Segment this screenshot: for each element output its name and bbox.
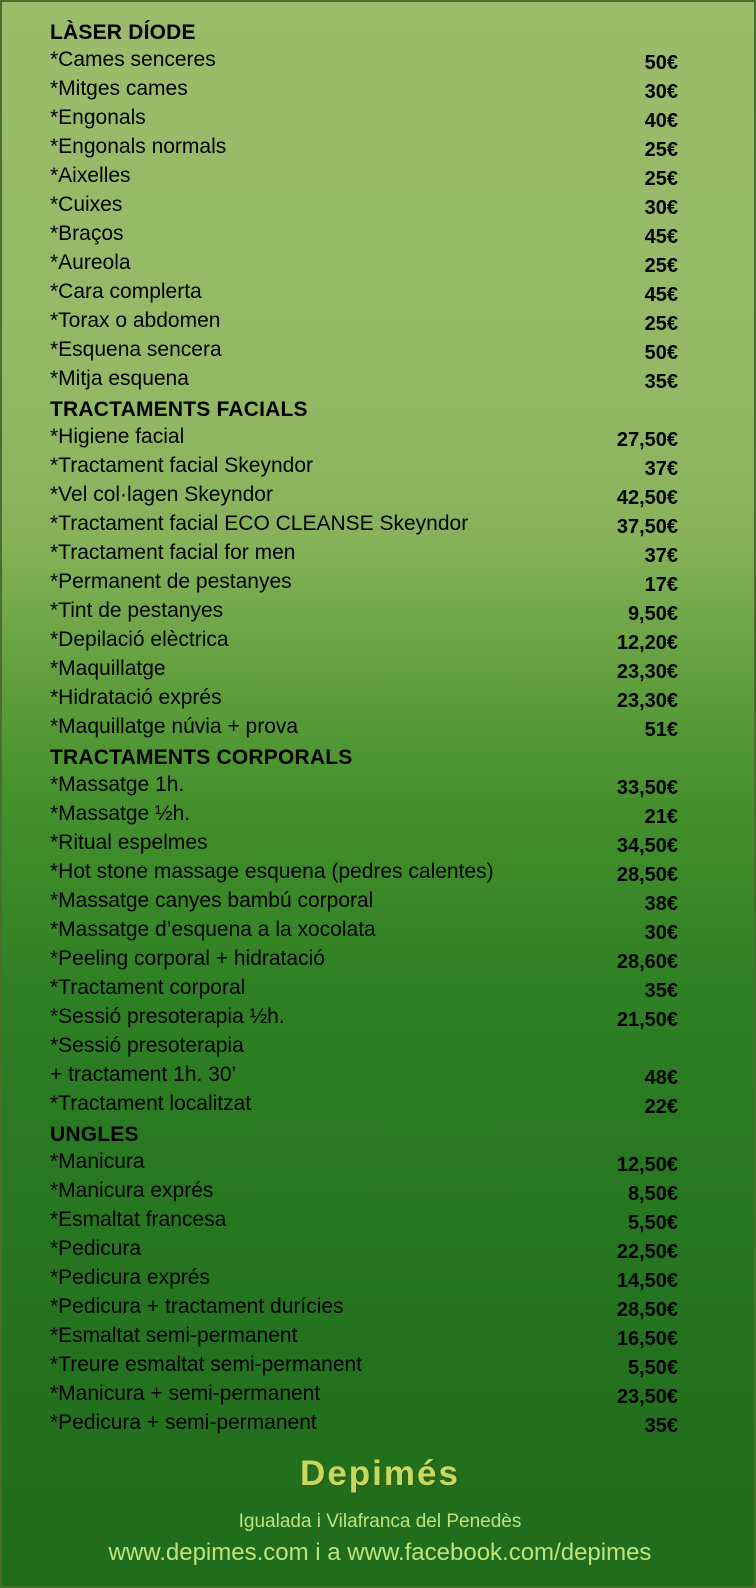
treatment-name: *Tint de pestanyes xyxy=(50,598,224,622)
price-row xyxy=(50,1236,678,1265)
section-heading: TRACTAMENTS CORPORALS xyxy=(50,746,353,769)
treatment-price: 28,60€ xyxy=(616,951,678,973)
treatment-price: 30€ xyxy=(644,922,678,944)
treatment-price: 30€ xyxy=(644,81,678,103)
treatment-price: 22,50€ xyxy=(616,1241,678,1263)
treatment-price: 30€ xyxy=(644,197,678,219)
treatment-name: *Tractament facial for men xyxy=(50,540,296,564)
treatment-name: *Pedicura + tractament durícies xyxy=(50,1294,344,1318)
treatment-name: *Maquillatge núvia + prova xyxy=(50,714,299,738)
treatment-price: 45€ xyxy=(644,284,678,306)
price-row xyxy=(50,163,678,192)
treatment-price: 33,50€ xyxy=(616,777,678,799)
price-row xyxy=(50,830,678,859)
treatment-price: 40€ xyxy=(644,110,678,132)
treatment-price: 22€ xyxy=(644,1096,678,1118)
treatment-name: *Aureola xyxy=(50,250,131,274)
treatment-price: 23,50€ xyxy=(616,1386,678,1408)
treatment-name: *Pedicura xyxy=(50,1236,142,1260)
treatment-price: 37,50€ xyxy=(616,516,678,538)
treatment-name: *Pedicura + semi-permanent xyxy=(50,1410,317,1434)
treatment-price: 35€ xyxy=(644,980,678,1002)
treatment-price: 28,50€ xyxy=(616,1299,678,1321)
treatment-name: *Manicura + semi-permanent xyxy=(50,1381,321,1405)
treatment-name: *Massatge canyes bambú corporal xyxy=(50,888,374,912)
price-row xyxy=(50,424,678,453)
treatment-name: *Hot stone massage esquena (pedres calentes) xyxy=(50,859,494,883)
footer xyxy=(2,1452,756,1568)
price-row xyxy=(50,192,678,221)
treatment-name: *Vel col·lagen Skeyndor xyxy=(50,482,273,506)
treatment-name: *Sessió presoterapia xyxy=(50,1033,244,1057)
price-row xyxy=(50,250,678,279)
price-row xyxy=(50,1091,678,1120)
treatment-price: 5,50€ xyxy=(627,1212,678,1234)
treatment-price: 8,50€ xyxy=(627,1183,678,1205)
price-row xyxy=(50,714,678,743)
treatment-price: 35€ xyxy=(644,371,678,393)
treatment-price: 12,20€ xyxy=(616,632,678,654)
price-row xyxy=(50,1381,678,1410)
price-row xyxy=(50,366,678,395)
treatment-price: 21,50€ xyxy=(616,1009,678,1031)
treatment-price: 23,30€ xyxy=(616,690,678,712)
treatment-name: + tractament 1h. 30’ xyxy=(50,1062,237,1086)
price-row xyxy=(50,482,678,511)
treatment-name: *Higiene facial xyxy=(50,424,185,448)
price-row xyxy=(50,598,678,627)
treatment-name: *Tractament facial Skeyndor xyxy=(50,453,314,477)
brand-logo: Depimés xyxy=(300,1454,460,1493)
treatment-name: *Torax o abdomen xyxy=(50,308,221,332)
price-row xyxy=(50,1265,678,1294)
price-row xyxy=(50,569,678,598)
treatment-price: 50€ xyxy=(644,52,678,74)
price-list xyxy=(50,18,678,1439)
price-row xyxy=(50,685,678,714)
treatment-price: 25€ xyxy=(644,168,678,190)
treatment-name: *Permanent de pestanyes xyxy=(50,569,292,593)
price-row xyxy=(50,1004,678,1033)
price-row xyxy=(50,975,678,1004)
treatment-price: 23,30€ xyxy=(616,661,678,683)
treatment-price: 12,50€ xyxy=(616,1154,678,1176)
website-text[interactable]: www.depimes.com i a www.facebook.com/depimes xyxy=(108,1539,652,1566)
treatment-name: *Cara complerta xyxy=(50,279,202,303)
treatment-name: *Tractament localitzat xyxy=(50,1091,252,1115)
treatment-name: *Manicura xyxy=(50,1149,145,1173)
treatment-price: 28,50€ xyxy=(616,864,678,886)
treatment-price: 48€ xyxy=(644,1067,678,1089)
treatment-price: 25€ xyxy=(644,313,678,335)
treatment-name: *Tractament facial ECO CLEANSE Skeyndor xyxy=(50,511,469,535)
treatment-price: 5,50€ xyxy=(627,1357,678,1379)
treatment-price: 37€ xyxy=(644,545,678,567)
treatment-name: *Maquillatge xyxy=(50,656,166,680)
treatment-price: 38€ xyxy=(644,893,678,915)
treatment-name: *Depilació elèctrica xyxy=(50,627,229,651)
treatment-name: *Engonals xyxy=(50,105,146,129)
treatment-price: 17€ xyxy=(644,574,678,596)
treatment-name: *Pedicura exprés xyxy=(50,1265,210,1289)
treatment-price: 14,50€ xyxy=(616,1270,678,1292)
treatment-price: 35€ xyxy=(644,1415,678,1437)
price-row xyxy=(50,221,678,250)
price-row xyxy=(50,453,678,482)
price-row xyxy=(50,1033,678,1062)
treatment-name: *Aixelles xyxy=(50,163,131,187)
treatment-price: 45€ xyxy=(644,226,678,248)
treatment-name: *Massatge 1h. xyxy=(50,772,185,796)
treatment-name: *Engonals normals xyxy=(50,134,227,158)
locations-text: Igualada i Vilafranca del Penedès xyxy=(238,1511,522,1532)
section-heading: LÀSER DÍODE xyxy=(50,21,196,44)
price-row xyxy=(50,888,678,917)
treatment-name: *Massatge d’esquena a la xocolata xyxy=(50,917,376,941)
treatment-price: 51€ xyxy=(644,719,678,741)
treatment-name: *Massatge ½h. xyxy=(50,801,191,825)
treatment-price: 16,50€ xyxy=(616,1328,678,1350)
treatment-price: 42,50€ xyxy=(616,487,678,509)
treatment-name: *Tractament corporal xyxy=(50,975,246,999)
treatment-price: 34,50€ xyxy=(616,835,678,857)
price-row xyxy=(50,772,678,801)
price-row xyxy=(50,134,678,163)
price-row xyxy=(50,656,678,685)
treatment-price: 37€ xyxy=(644,458,678,480)
price-row xyxy=(50,1178,678,1207)
price-row xyxy=(50,337,678,366)
treatment-name: *Treure esmaltat semi-permanent xyxy=(50,1352,363,1376)
section-heading: TRACTAMENTS FACIALS xyxy=(50,398,308,421)
price-row xyxy=(50,1352,678,1381)
price-row xyxy=(50,627,678,656)
price-row xyxy=(50,917,678,946)
price-row xyxy=(50,279,678,308)
price-row xyxy=(50,1207,678,1236)
price-row xyxy=(50,76,678,105)
treatment-name: *Esmaltat francesa xyxy=(50,1207,227,1231)
price-row xyxy=(50,1410,678,1439)
treatment-name: *Cames senceres xyxy=(50,47,216,71)
treatment-name: *Ritual espelmes xyxy=(50,830,208,854)
price-row xyxy=(50,540,678,569)
treatment-name: *Mitges cames xyxy=(50,76,188,100)
treatment-name: *Esquena sencera xyxy=(50,337,222,361)
price-row xyxy=(50,859,678,888)
price-row xyxy=(50,105,678,134)
treatment-price: 27,50€ xyxy=(616,429,678,451)
section-heading: UNGLES xyxy=(50,1123,139,1146)
treatment-name: *Mitja esquena xyxy=(50,366,189,390)
treatment-price: 25€ xyxy=(644,255,678,277)
treatment-name: *Hidratació exprés xyxy=(50,685,222,709)
treatment-price: 9,50€ xyxy=(627,603,678,625)
treatment-name: *Esmaltat semi-permanent xyxy=(50,1323,298,1347)
treatment-price: 50€ xyxy=(644,342,678,364)
price-row xyxy=(50,47,678,76)
price-row xyxy=(50,946,678,975)
price-row xyxy=(50,801,678,830)
price-row xyxy=(50,511,678,540)
price-row xyxy=(50,1062,678,1091)
treatment-name: *Cuixes xyxy=(50,192,123,216)
treatment-name: *Peeling corporal + hidratació xyxy=(50,946,325,970)
price-row xyxy=(50,308,678,337)
price-row xyxy=(50,1294,678,1323)
price-row xyxy=(50,1323,678,1352)
treatment-name: *Braços xyxy=(50,221,124,245)
treatment-name: *Manicura exprés xyxy=(50,1178,214,1202)
treatment-price: 25€ xyxy=(644,139,678,161)
price-row xyxy=(50,1149,678,1178)
treatment-name: *Sessió presoterapia ½h. xyxy=(50,1004,285,1028)
treatment-price: 21€ xyxy=(644,806,678,828)
